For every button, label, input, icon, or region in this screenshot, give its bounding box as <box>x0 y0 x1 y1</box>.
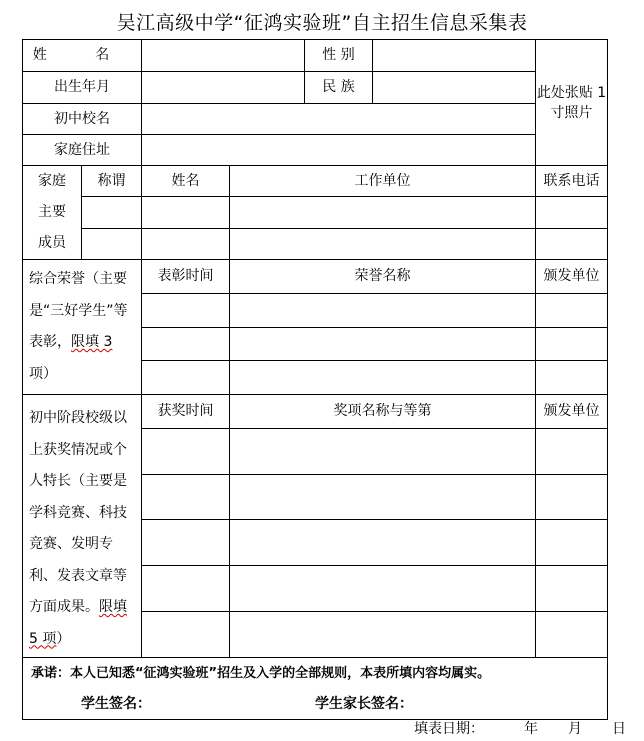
family-header-name: 姓名 <box>142 166 230 197</box>
awards-cell[interactable] <box>536 612 608 658</box>
ethnic-label: 民 族 <box>305 72 373 103</box>
awards-cell[interactable] <box>536 520 608 566</box>
family-cell[interactable] <box>536 197 608 228</box>
gender-block <box>305 40 536 72</box>
awards-header-title: 奖项名称与等第 <box>230 395 536 429</box>
name-label: 姓 名 <box>23 40 142 72</box>
awards-header-issuer: 颁发单位 <box>536 395 608 429</box>
family-header-phone: 联系电话 <box>536 166 608 197</box>
family-header-relation: 称谓 <box>82 166 142 197</box>
photo-area[interactable]: 此处张贴 1 寸照片 <box>536 40 608 166</box>
awards-cell[interactable] <box>230 520 536 566</box>
family-cell[interactable] <box>230 197 536 228</box>
honors-cell[interactable] <box>142 361 230 395</box>
awards-cell[interactable] <box>142 520 230 566</box>
name-field[interactable] <box>142 40 305 72</box>
ethnic-field[interactable] <box>373 72 535 103</box>
date-month: 月 <box>568 721 582 737</box>
family-header-work: 工作单位 <box>230 166 536 197</box>
school-field[interactable] <box>142 104 536 135</box>
awards-cell[interactable] <box>230 474 536 520</box>
honors-cell[interactable] <box>142 293 230 327</box>
gender-field[interactable] <box>373 40 535 71</box>
awards-label: 初中阶段校级以上获奖情况或个人特长（主要是学科竞赛、科技竞赛、发明专利、发表文章等方面成果。限填 5 项） <box>23 395 142 658</box>
awards-cell[interactable] <box>230 428 536 474</box>
school-label: 初中校名 <box>23 104 142 135</box>
form-title: 吴江高级中学“征鸿实验班”自主招生信息采集表 <box>116 12 528 34</box>
awards-cell[interactable] <box>536 566 608 612</box>
awards-cell[interactable] <box>142 428 230 474</box>
honors-header-time: 表彰时间 <box>142 260 230 294</box>
student-signature-label[interactable]: 学生签名： <box>81 695 151 712</box>
honors-cell[interactable] <box>230 293 536 327</box>
ethnic-block <box>305 72 536 104</box>
awards-cell[interactable] <box>142 566 230 612</box>
promise-text: 承诺：本人已知悉“征鸿实验班”招生及入学的全部规则，本表所填内容均属实。 <box>31 666 491 681</box>
awards-cell[interactable] <box>536 474 608 520</box>
honors-cell[interactable] <box>536 361 608 395</box>
address-label: 家庭住址 <box>23 135 142 166</box>
date-label: 填表日期： <box>414 721 484 737</box>
parent-signature-label[interactable]: 学生家长签名： <box>315 695 413 712</box>
promise-section <box>23 658 608 720</box>
honors-label: 综合荣誉（主要是“三好学生”等表彰，限填 3项） <box>23 260 142 395</box>
birth-field[interactable] <box>142 72 305 104</box>
birth-label: 出生年月 <box>23 72 142 104</box>
date-day: 日 <box>612 721 626 737</box>
address-field[interactable] <box>142 135 536 166</box>
family-label: 家庭 主要 成员 <box>23 166 82 260</box>
honors-cell[interactable] <box>536 327 608 361</box>
awards-cell[interactable] <box>230 612 536 658</box>
family-cell[interactable] <box>230 228 536 259</box>
family-cell[interactable] <box>142 197 230 228</box>
family-cell[interactable] <box>536 228 608 259</box>
date-year: 年 <box>524 721 538 737</box>
awards-cell[interactable] <box>536 428 608 474</box>
honors-cell[interactable] <box>230 361 536 395</box>
awards-cell[interactable] <box>230 566 536 612</box>
honors-cell[interactable] <box>536 293 608 327</box>
honors-cell[interactable] <box>230 327 536 361</box>
gender-label: 性 别 <box>305 40 373 71</box>
info-form-table <box>22 39 608 720</box>
honors-header-issuer: 颁发单位 <box>536 260 608 294</box>
family-cell[interactable] <box>82 228 142 259</box>
awards-header-time: 获奖时间 <box>142 395 230 429</box>
family-cell[interactable] <box>142 228 230 259</box>
family-cell[interactable] <box>82 197 142 228</box>
fill-date[interactable] <box>414 718 626 738</box>
honors-cell[interactable] <box>142 327 230 361</box>
awards-cell[interactable] <box>142 474 230 520</box>
awards-cell[interactable] <box>142 612 230 658</box>
honors-header-title: 荣誉名称 <box>230 260 536 294</box>
